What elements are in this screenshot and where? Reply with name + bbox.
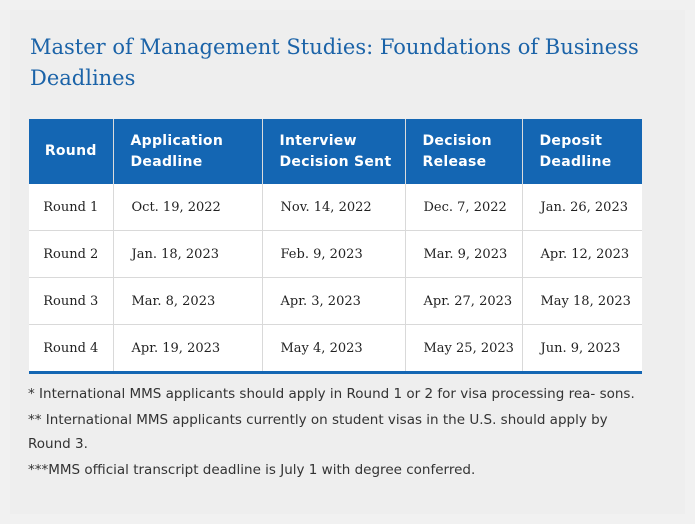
page-title-line1: Master of Management Studies: Foundations of Business <box>30 35 639 59</box>
deposit-deadline-cell: May 18, 2023 <box>522 278 642 325</box>
round-cell: Round 2 <box>29 231 113 278</box>
footnotes <box>28 382 648 484</box>
footnote-transcript: ***MMS official transcript deadline is July 1 with degree conferred. <box>28 462 476 478</box>
application-deadline-cell: Oct. 19, 2022 <box>113 184 262 231</box>
deposit-deadline-cell: Apr. 12, 2023 <box>522 231 642 278</box>
table-row <box>29 184 642 231</box>
round-cell: Round 3 <box>29 278 113 325</box>
interview-decision-cell: Apr. 3, 2023 <box>262 278 405 325</box>
decision-release-cell: Dec. 7, 2022 <box>405 184 522 231</box>
interview-decision-cell: Nov. 14, 2022 <box>262 184 405 231</box>
decision-release-cell: May 25, 2023 <box>405 325 522 373</box>
page <box>10 10 685 514</box>
interview-decision-cell: May 4, 2023 <box>262 325 405 373</box>
application-deadline-cell: Mar. 8, 2023 <box>113 278 262 325</box>
page-title-line2: Deadlines <box>30 66 136 90</box>
application-deadline-cell: Jan. 18, 2023 <box>113 231 262 278</box>
round-cell: Round 4 <box>29 325 113 373</box>
deadlines-table <box>29 119 642 374</box>
footnote-visa-round: * International MMS applicants should apply in Round 1 or 2 for visa processing rea- sons. <box>28 386 635 402</box>
deposit-deadline-cell: Jun. 9, 2023 <box>522 325 642 373</box>
deposit-deadline-cell: Jan. 26, 2023 <box>522 184 642 231</box>
decision-release-cell: Apr. 27, 2023 <box>405 278 522 325</box>
table-row <box>29 231 642 278</box>
decision-release-cell: Mar. 9, 2023 <box>405 231 522 278</box>
table-header-row <box>29 119 642 184</box>
table-row <box>29 325 642 373</box>
application-deadline-cell: Apr. 19, 2023 <box>113 325 262 373</box>
header-deposit-deadline: Deposit Deadline <box>522 119 642 184</box>
interview-decision-cell: Feb. 9, 2023 <box>262 231 405 278</box>
footnote-student-visa: ** International MMS applicants currently on student visas in the U.S. should apply by Round 3. <box>28 412 608 452</box>
header-decision-release: Decision Release <box>405 119 522 184</box>
header-application-deadline: Application Deadline <box>113 119 262 184</box>
round-cell: Round 1 <box>29 184 113 231</box>
table-row <box>29 278 642 325</box>
header-interview-decision-sent: Interview Decision Sent <box>262 119 405 184</box>
page-title <box>30 32 670 94</box>
header-round: Round <box>29 119 113 184</box>
